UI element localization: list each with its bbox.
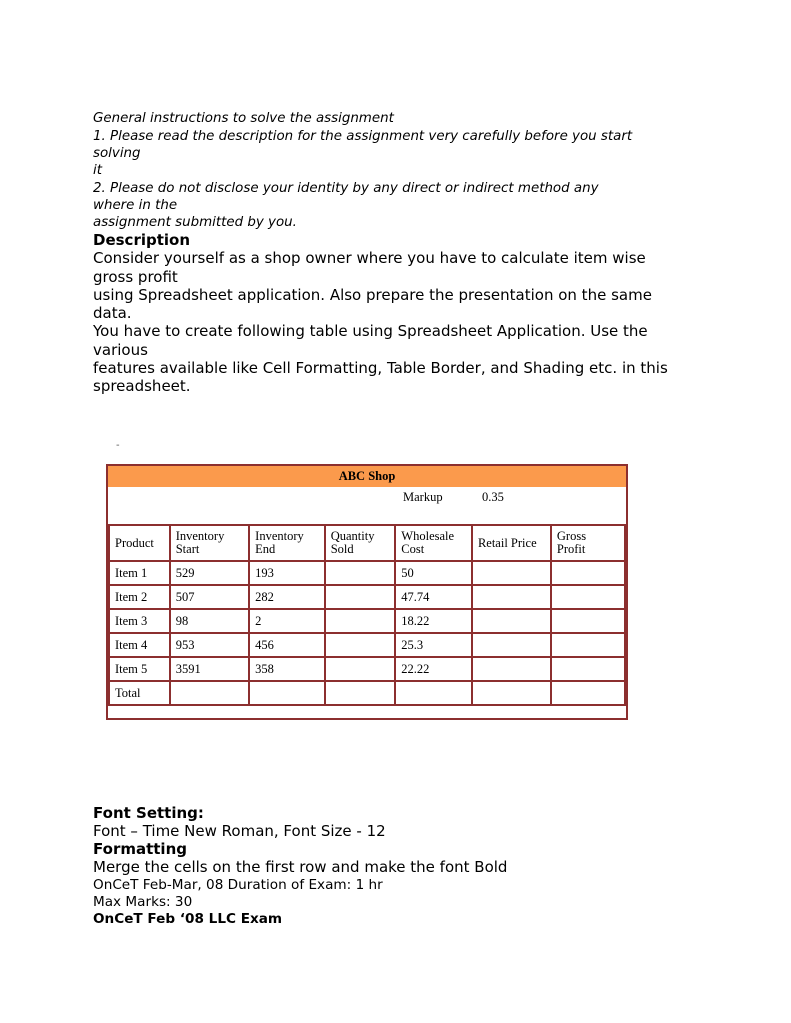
description-line: data.	[93, 304, 132, 322]
header-cell: Inventory Start	[170, 525, 249, 561]
description-line: using Spreadsheet application. Also prepare the presentation on the same	[93, 286, 652, 304]
table-cell: 282	[249, 585, 325, 609]
sheet-title: ABC Shop	[108, 466, 626, 487]
table-cell	[325, 609, 396, 633]
table-cell	[472, 633, 551, 657]
table-cell	[551, 681, 625, 705]
total-row	[109, 681, 625, 705]
table-cell: 98	[170, 609, 249, 633]
table-cell	[170, 681, 249, 705]
table-cell: 22.22	[395, 657, 472, 681]
table-row	[109, 657, 625, 681]
table-cell	[325, 585, 396, 609]
header-cell: Inventory End	[249, 525, 325, 561]
table-cell: Item 2	[109, 585, 170, 609]
instruction-line: 1. Please read the description for the assignment very carefully before you start	[93, 129, 633, 144]
font-setting-text: Font – Time New Roman, Font Size - 12	[93, 822, 386, 840]
table-cell: Item 4	[109, 633, 170, 657]
table-cell: 18.22	[395, 609, 472, 633]
table-cell	[551, 633, 625, 657]
table-row	[109, 633, 625, 657]
stray-mark: -	[116, 440, 120, 451]
formatting-text: Merge the cells on the first row and make the font Bold	[93, 858, 508, 876]
table-cell	[472, 657, 551, 681]
description-heading: Description	[93, 231, 191, 249]
font-setting-heading: Font Setting:	[93, 804, 204, 822]
description-line: various	[93, 341, 148, 359]
table-cell: 2	[249, 609, 325, 633]
table-cell	[551, 609, 625, 633]
table-cell	[551, 657, 625, 681]
table-cell	[551, 585, 625, 609]
header-cell: Wholesale Cost	[395, 525, 472, 561]
table-row	[109, 609, 625, 633]
data-grid	[108, 524, 626, 706]
table-cell	[395, 681, 472, 705]
formatting-heading: Formatting	[93, 840, 187, 858]
header-cell: Retail Price	[472, 525, 551, 561]
table-cell: Total	[109, 681, 170, 705]
description-line: gross profit	[93, 268, 178, 286]
table-cell: 193	[249, 561, 325, 585]
table-cell: 456	[249, 633, 325, 657]
instruction-line: 2. Please do not disclose your identity by any direct or indirect method any	[93, 181, 599, 196]
table-cell	[551, 561, 625, 585]
header-row	[109, 525, 625, 561]
table-cell: 50	[395, 561, 472, 585]
instruction-line: where in the	[93, 198, 178, 213]
header-cell: Quantity Sold	[325, 525, 396, 561]
table-cell: 358	[249, 657, 325, 681]
instructions-title: General instructions to solve the assignment	[93, 111, 394, 126]
description-line: Consider yourself as a shop owner where you have to calculate item wise	[93, 249, 646, 267]
table-cell: 953	[170, 633, 249, 657]
markup-value: 0.35	[482, 490, 504, 504]
header-cell: Gross Profit	[551, 525, 625, 561]
description-line: You have to create following table using Spreadsheet Application. Use the	[93, 322, 648, 340]
table-cell: Item 5	[109, 657, 170, 681]
table-cell	[325, 657, 396, 681]
table-cell: 25.3	[395, 633, 472, 657]
instruction-line: solving	[93, 146, 141, 161]
table-row	[109, 585, 625, 609]
markup-label: Markup	[403, 490, 443, 504]
footer-exam-title: OnCeT Feb ‘08 LLC Exam	[93, 911, 283, 927]
table-cell	[472, 561, 551, 585]
instruction-line: it	[93, 163, 102, 178]
table-cell: 3591	[170, 657, 249, 681]
table-cell: 47.74	[395, 585, 472, 609]
table-cell: 507	[170, 585, 249, 609]
table-cell	[472, 609, 551, 633]
table-cell: Item 3	[109, 609, 170, 633]
table-cell	[472, 681, 551, 705]
footer-line: OnCeT Feb-Mar, 08 Duration of Exam: 1 hr	[93, 877, 383, 893]
footer-line: Max Marks: 30	[93, 894, 193, 910]
spreadsheet-table	[106, 464, 628, 720]
table-cell	[325, 561, 396, 585]
instruction-line: assignment submitted by you.	[93, 215, 297, 230]
header-cell: Product	[109, 525, 170, 561]
description-line: spreadsheet.	[93, 377, 191, 395]
table-cell	[325, 633, 396, 657]
table-row	[109, 561, 625, 585]
table-cell: Item 1	[109, 561, 170, 585]
table-cell	[249, 681, 325, 705]
table-cell	[325, 681, 396, 705]
table-cell: 529	[170, 561, 249, 585]
table-cell	[472, 585, 551, 609]
description-line: features available like Cell Formatting, Table Border, and Shading etc. in this	[93, 359, 668, 377]
